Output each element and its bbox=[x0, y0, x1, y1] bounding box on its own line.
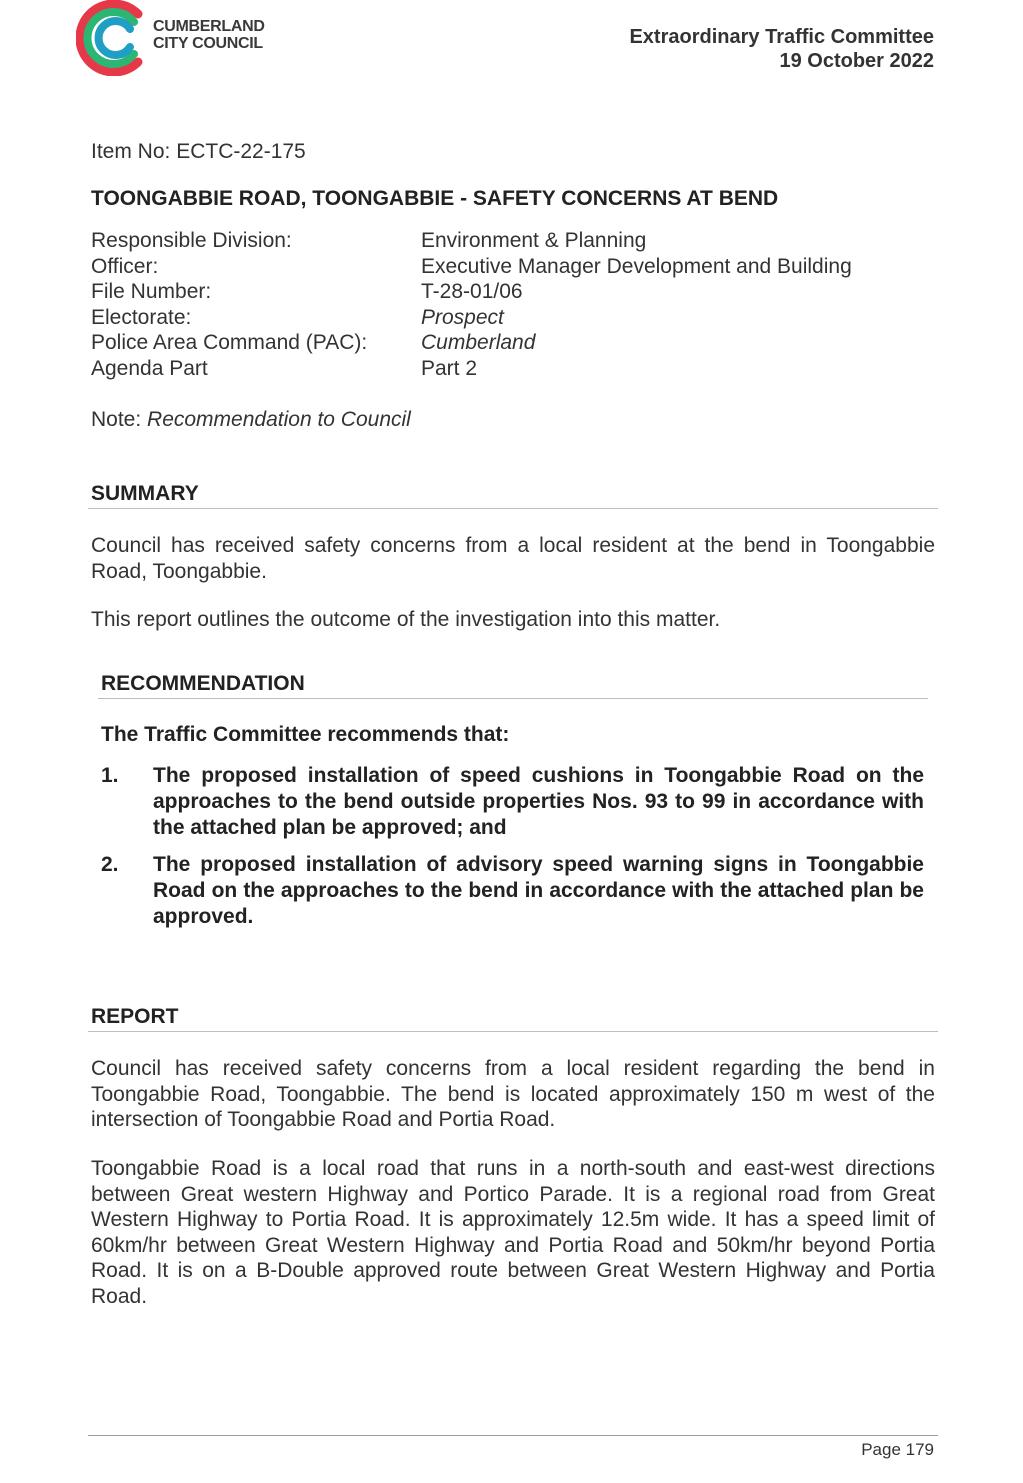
recommendation-number: 1. bbox=[101, 764, 119, 787]
meta-row-division bbox=[91, 228, 852, 254]
summary-paragraph-1: Council has received safety concerns from a local resident at the bend in Toongabbie Road, Toongabbie. bbox=[91, 534, 935, 583]
meta-value: Prospect bbox=[421, 305, 504, 329]
recommendation-text: The proposed installation of advisory speed warning signs in Toongabbie Road on the approaches to the bend in accordance with the attached plan be approved. bbox=[153, 853, 924, 928]
meta-label: Electorate: bbox=[91, 305, 192, 329]
note bbox=[91, 408, 411, 432]
council-logo bbox=[76, 0, 276, 76]
meta-row-pac bbox=[91, 330, 852, 356]
recommendation-text: The proposed installation of speed cushions in Toongabbie Road on the approaches to the bend outside properties Nos. 93 to 99 in accordance with the attached plan be approved; and bbox=[153, 764, 924, 839]
meta-row-file-number bbox=[91, 279, 852, 305]
meta-table bbox=[91, 228, 852, 381]
logo-line-2: CITY COUNCIL bbox=[153, 35, 263, 52]
note-value: Recommendation to Council bbox=[147, 408, 411, 431]
meta-label: File Number: bbox=[91, 280, 212, 303]
logo-wordmark bbox=[153, 18, 265, 52]
item-number: Item No: ECTC-22-175 bbox=[91, 140, 306, 163]
note-label: Note: bbox=[91, 408, 148, 431]
report-divider bbox=[88, 1031, 938, 1032]
report-title: TOONGABBIE ROAD, TOONGABBIE - SAFETY CONCERNS AT BEND bbox=[91, 187, 779, 210]
meeting-title: Extraordinary Traffic Committee bbox=[629, 26, 934, 48]
summary-divider bbox=[88, 508, 938, 509]
meeting-header bbox=[629, 25, 934, 73]
recommendation-divider bbox=[98, 698, 928, 699]
meta-label: Responsible Division: bbox=[91, 229, 292, 252]
report-paragraph-1: Council has received safety concerns from a local resident regarding the bend in Toongabbie Road, Toongabbie. The bend is located approximately 150 m west of the intersection of Toongabbie Road and Portia Road. bbox=[91, 1057, 935, 1131]
report-paragraph-2: Toongabbie Road is a local road that runs in a north-south and east-west directions between Great western Highway and Portico Parade. It is a regional road from Great Western Highway to Portia Road. It is approximately 12.5m wide. It has a speed limit of 60km/hr between Great Western Highway and Portia Road and 50km/hr beyond Portia Road. It is on a B-Double approved route between Great Western Highway and Portia Road. bbox=[91, 1157, 935, 1308]
meta-row-officer bbox=[91, 254, 852, 280]
meta-value: Part 2 bbox=[421, 356, 478, 380]
meta-label: Agenda Part bbox=[91, 356, 208, 380]
meta-value: Executive Manager Development and Building bbox=[421, 254, 852, 278]
recommendation-item-1 bbox=[101, 763, 924, 841]
summary-heading: SUMMARY bbox=[91, 482, 199, 505]
meta-value: T-28-01/06 bbox=[421, 280, 523, 303]
recommendation-heading: RECOMMENDATION bbox=[101, 672, 305, 695]
council-logo-icon bbox=[76, 0, 152, 76]
logo-line-1: CUMBERLAND bbox=[153, 18, 265, 35]
recommendation-number: 2. bbox=[101, 853, 119, 876]
recommendation-intro: The Traffic Committee recommends that: bbox=[101, 723, 510, 746]
meta-value: Environment & Planning bbox=[421, 229, 647, 252]
meeting-date: 19 October 2022 bbox=[779, 50, 934, 72]
summary-paragraph-2: This report outlines the outcome of the investigation into this matter. bbox=[91, 608, 721, 631]
meta-label: Police Area Command (PAC): bbox=[91, 331, 368, 354]
meta-row-electorate bbox=[91, 305, 852, 331]
footer-divider bbox=[88, 1435, 938, 1436]
report-heading: REPORT bbox=[91, 1005, 179, 1028]
page-number: Page 179 bbox=[861, 1440, 934, 1459]
meta-row-agenda-part bbox=[91, 356, 852, 382]
recommendation-item-2 bbox=[101, 852, 924, 930]
meta-label: Officer: bbox=[91, 254, 159, 278]
meta-value: Cumberland bbox=[421, 331, 536, 354]
